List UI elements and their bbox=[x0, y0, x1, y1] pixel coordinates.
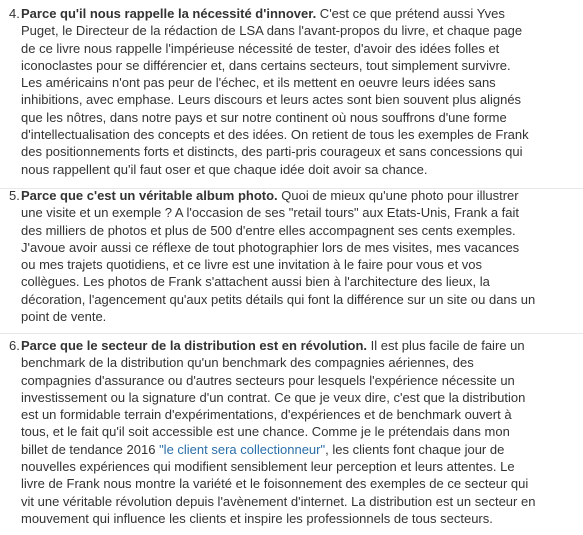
list-item-body bbox=[21, 5, 576, 178]
text-line: décoration, l'agencement qu'aux petits détails qui font la différence sur un site ou dans un bbox=[21, 291, 536, 307]
text-line: inhibitions, avec emphase. Leurs discours et leurs actes sont bien souvent plus alignés bbox=[21, 92, 522, 108]
text-line: nouvelles expériences qui modifient sensiblement leur perception et leurs attentes. Le bbox=[21, 459, 515, 475]
list-item-number: 5. bbox=[9, 188, 20, 203]
text-line: des milliers de photos et plus de 500 d'entre elles accompagnent ses cents exemples. bbox=[21, 222, 516, 238]
text-line: des positionnements forts et distincts, des parti-pris courageux et sans concessions qui bbox=[21, 144, 523, 160]
text-line: investissement ou la signature d'un contrat. Ce que je veux dire, c'est que la distribution bbox=[21, 389, 526, 405]
list-item-title: Parce que le secteur de la distribution est en révolution. bbox=[21, 338, 368, 353]
text-line: d'intellectualisation des concepts et des idées. On retient de tous les exemples de Frank bbox=[21, 127, 529, 143]
text-line: Puget, le Directeur de la rédaction de LSA dans l'avant-propos du livre, et chaque page bbox=[21, 23, 523, 39]
tendance-2016-link[interactable]: "le client sera collectionneur" bbox=[159, 441, 326, 457]
text-line: benchmark de la distribution qu'un benchmark des compagnies aériennes, des bbox=[21, 355, 474, 371]
text-line: est un formidable terrain d'expérimentations, d'expériences et de benchmark ouvert à bbox=[21, 407, 512, 423]
text-line: point de vente. bbox=[21, 309, 107, 325]
text-line: vit une véritable révolution depuis l'avènement d'internet. La distribution est un secteur en bbox=[21, 493, 536, 509]
text-line: une visite et un exemple ? A l'occasion de ses "retail tours" aux Etats-Unis, Frank a fait bbox=[21, 205, 520, 221]
text-line: nous rappellent qu'il faut oser et que chaque idée doit avoir sa chance. bbox=[21, 161, 428, 177]
text-line: mouvement qui influence les clients et inspire les professionnels de tous secteurs. bbox=[21, 510, 493, 526]
list-item-number: 4. bbox=[9, 6, 20, 21]
text-line bbox=[21, 337, 576, 354]
list-item bbox=[0, 187, 583, 334]
text-segment: Il est plus facile de faire un bbox=[367, 338, 525, 353]
text-line: tous, et le fait qu'il soit accessible est une chance. Comme je le prétendais dans mon bbox=[21, 424, 510, 440]
text-line bbox=[21, 5, 576, 22]
list-item-title: Parce qu'il nous rappelle la nécessité d'innover. bbox=[21, 6, 317, 21]
text-line: livre de Frank nous montre la variété et le foisonnement des exemples de ce secteur qui bbox=[21, 476, 529, 492]
text-line: ou mes trajets quotidiens, et ce livre est une invitation à le faire pour vous et vos bbox=[21, 257, 483, 273]
list-item-title: Parce que c'est un véritable album photo. bbox=[21, 188, 278, 203]
text-line: compagnies d'assurance ou d'autres secteurs pour lesquels l'expérience nécessite un bbox=[21, 372, 515, 388]
list-item-body bbox=[21, 187, 576, 325]
text-line: que les nôtres, dans notre pays et sur notre continent où nous souffrons d'une forme bbox=[21, 109, 507, 125]
text-line bbox=[21, 187, 576, 204]
text-line: collègues. Les photos de Frank s'attachent aussi bien à l'architecture des lieux, la bbox=[21, 274, 490, 290]
text-line bbox=[21, 441, 576, 458]
list-item bbox=[0, 5, 583, 189]
text-segment: , les clients font chaque jour de bbox=[325, 441, 505, 457]
text-line: Les américains n'ont pas peur de l'échec, et ils mettent en oeuvre leurs idées sans bbox=[21, 75, 496, 91]
text-line: de ce livre nous rappelle l'impérieuse nécessité de tester, d'avoir des idées folles et bbox=[21, 40, 500, 56]
text-line: J'avoue avoir aussi ce réflexe de tout photographier lors de mes visites, mes vacances bbox=[21, 239, 520, 255]
text-line: iconoclastes pour se différencier et, dans certains secteurs, tout simplement survivre. bbox=[21, 57, 511, 73]
list-item-number: 6. bbox=[9, 338, 20, 353]
text-segment: Quoi de mieux qu'une photo pour illustrer bbox=[277, 188, 519, 203]
text-segment: C'est ce que prétend aussi Yves bbox=[316, 6, 505, 21]
list-item bbox=[0, 337, 583, 535]
text-segment: billet de tendance 2016 bbox=[21, 441, 160, 457]
list-item-body bbox=[21, 337, 576, 527]
